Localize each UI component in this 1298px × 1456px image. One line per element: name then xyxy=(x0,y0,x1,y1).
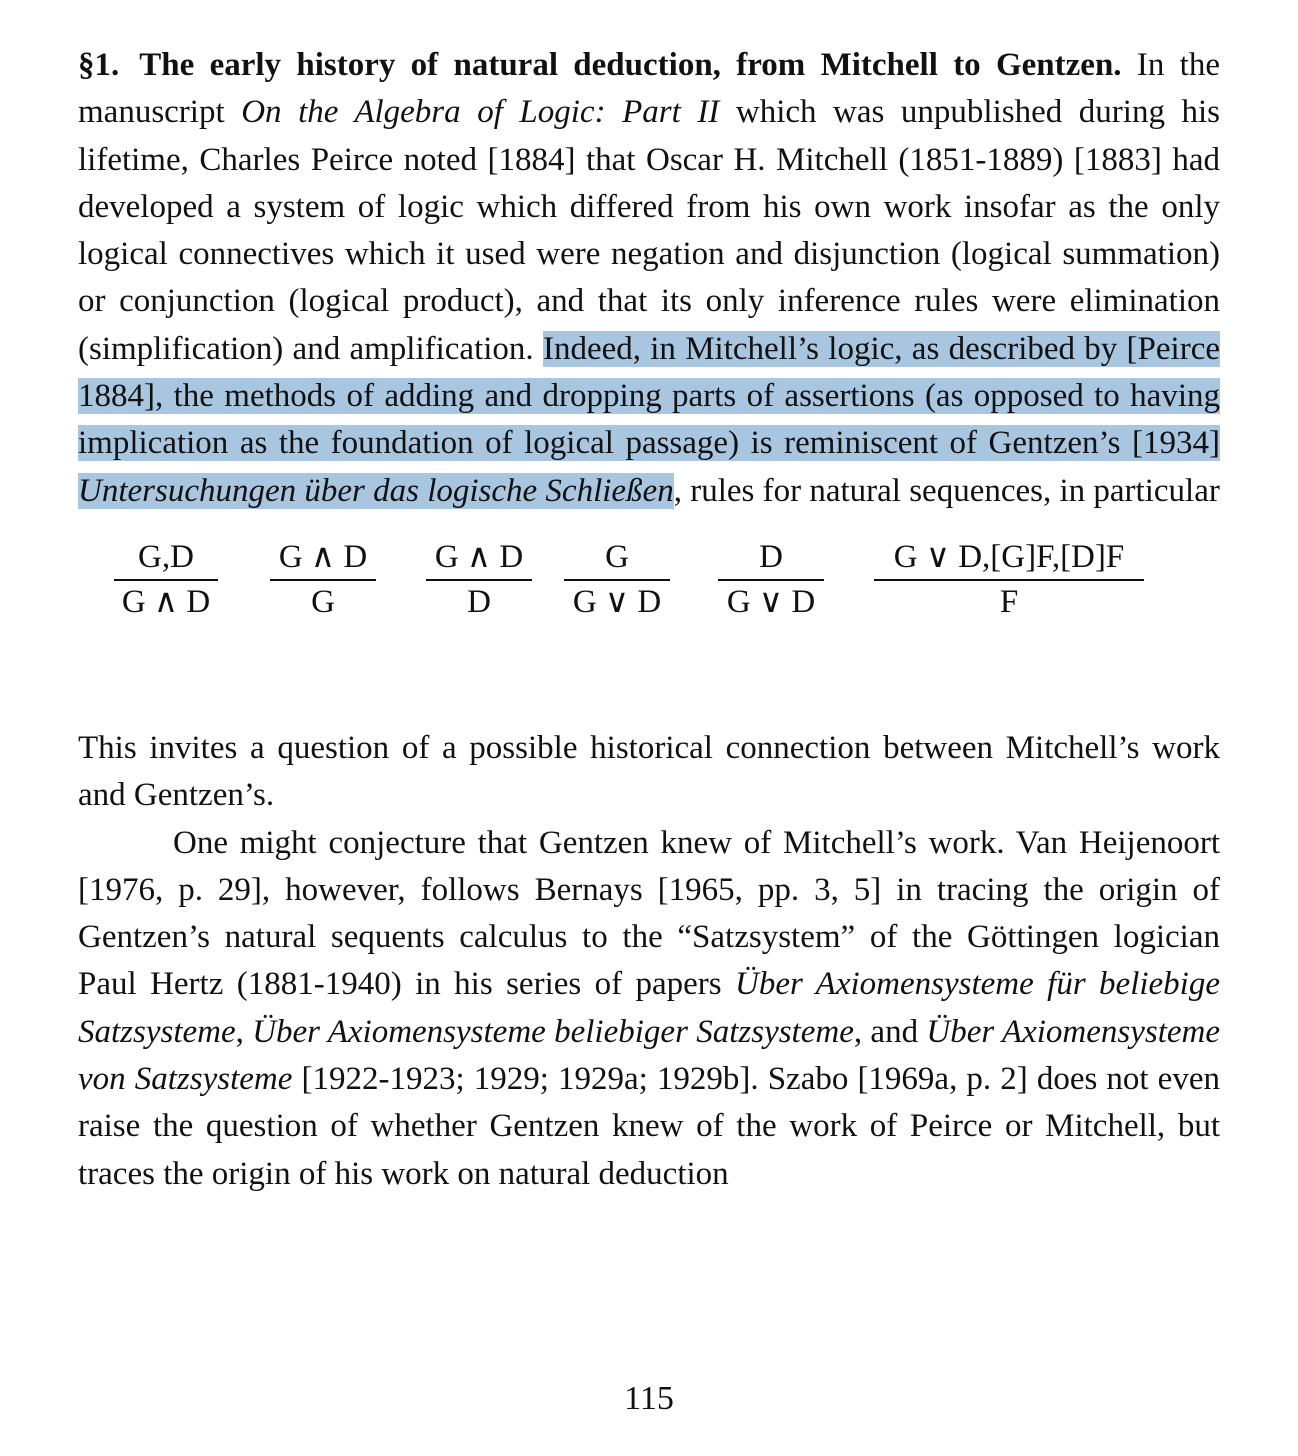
paper-title-3: Über Axiomensysteme von Satzsysteme xyxy=(78,1013,1220,1098)
conjecture-text-4: [1922-1923; 1929; 1929a; 1929b]. Szabo [1969a, p. 2] does not even raise the question of whether Gentzen knew of the work of Peirce or Mitchell, but traces the origin of his work on natural deduction xyxy=(78,1061,1220,1192)
manuscript-title: On the Algebra of Logic: Part II xyxy=(241,94,720,131)
rule-numerator: D xyxy=(718,539,824,581)
rule-denominator: G xyxy=(311,583,335,620)
rule-disjunction-elim xyxy=(874,539,1144,621)
rule-disjunction-intro-right xyxy=(718,539,824,621)
rule-denominator: G ∨ D xyxy=(572,583,662,620)
paragraph-conjecture xyxy=(78,820,1220,1198)
paragraph-intro xyxy=(78,42,1220,515)
rule-conjunction-elim-left xyxy=(270,539,376,621)
page-body xyxy=(78,42,1220,1198)
highlighted-text: Indeed, in Mitchell’s logic, as described by [Peirce 1884], the methods of adding and dropping parts of assertions (as opposed to having implication as the foundation of logical passage) is reminiscent of Gentzen’s [1934] xyxy=(78,330,1220,462)
intro-text-1: In the manuscript xyxy=(78,47,1221,131)
rule-conjunction-elim-right xyxy=(426,539,532,621)
rule-numerator: G,D xyxy=(114,539,218,581)
rule-denominator: F xyxy=(999,583,1019,620)
rule-numerator: G ∧ D xyxy=(426,539,532,581)
rule-numerator: G ∨ D,[G]F,[D]F xyxy=(874,539,1144,581)
highlighted-italic-title: Untersuchungen über das logische Schließen xyxy=(78,472,674,509)
conjecture-text-2: , xyxy=(235,1013,253,1050)
page-number: 115 xyxy=(624,1380,674,1417)
inference-rules xyxy=(78,515,1220,725)
conjecture-text-3: , and xyxy=(853,1013,927,1050)
section-number: §1. xyxy=(78,47,120,83)
intro-text-2: which was unpublished during his lifetime, Charles Peirce noted [1884] that Oscar H. Mitchell (1851-1889) [1883] had developed a system of logic which differed from his own work insofar as the only logical connectives which it used were negation and disjunction (logical summation) or conjunction (logical product), and that its only inference rules were elimination (simplification) and amplification. xyxy=(78,94,1221,367)
rule-disjunction-intro-left xyxy=(564,539,670,621)
conjecture-text-1: One might conjecture that Gentzen knew of Mitchell’s work. Van Heijenoort [1976, p. 29], however, follows Bernays [1965, pp. 3, 5] in tracing the origin of Gentzen’s natural sequents calculus to the “Satzsystem” of the Göttingen logician Paul Hertz (1881-1940) in his series of papers xyxy=(78,824,1220,1003)
section-heading xyxy=(78,47,1122,83)
paper-title-2: Über Axiomensysteme beliebiger Satzsysteme xyxy=(252,1013,854,1050)
paper-title-1: Über Axiomensysteme für beliebige Satzsysteme xyxy=(78,966,1220,1050)
rule-numerator: G xyxy=(564,539,670,581)
rule-denominator: G ∨ D xyxy=(726,583,816,620)
rule-denominator: G ∧ D xyxy=(121,583,211,620)
paragraph-question: This invites a question of a possible historical connection between Mitchell’s work and Gentzen’s. xyxy=(78,729,1220,814)
section-title: The early history of natural deduction, from Mitchell to Gentzen. xyxy=(139,47,1122,83)
rule-conjunction-intro xyxy=(114,539,218,621)
rule-denominator: D xyxy=(467,583,491,620)
rule-numerator: G ∧ D xyxy=(270,539,376,581)
intro-text-3: , rules for natural sequences, in particular xyxy=(673,472,1220,509)
